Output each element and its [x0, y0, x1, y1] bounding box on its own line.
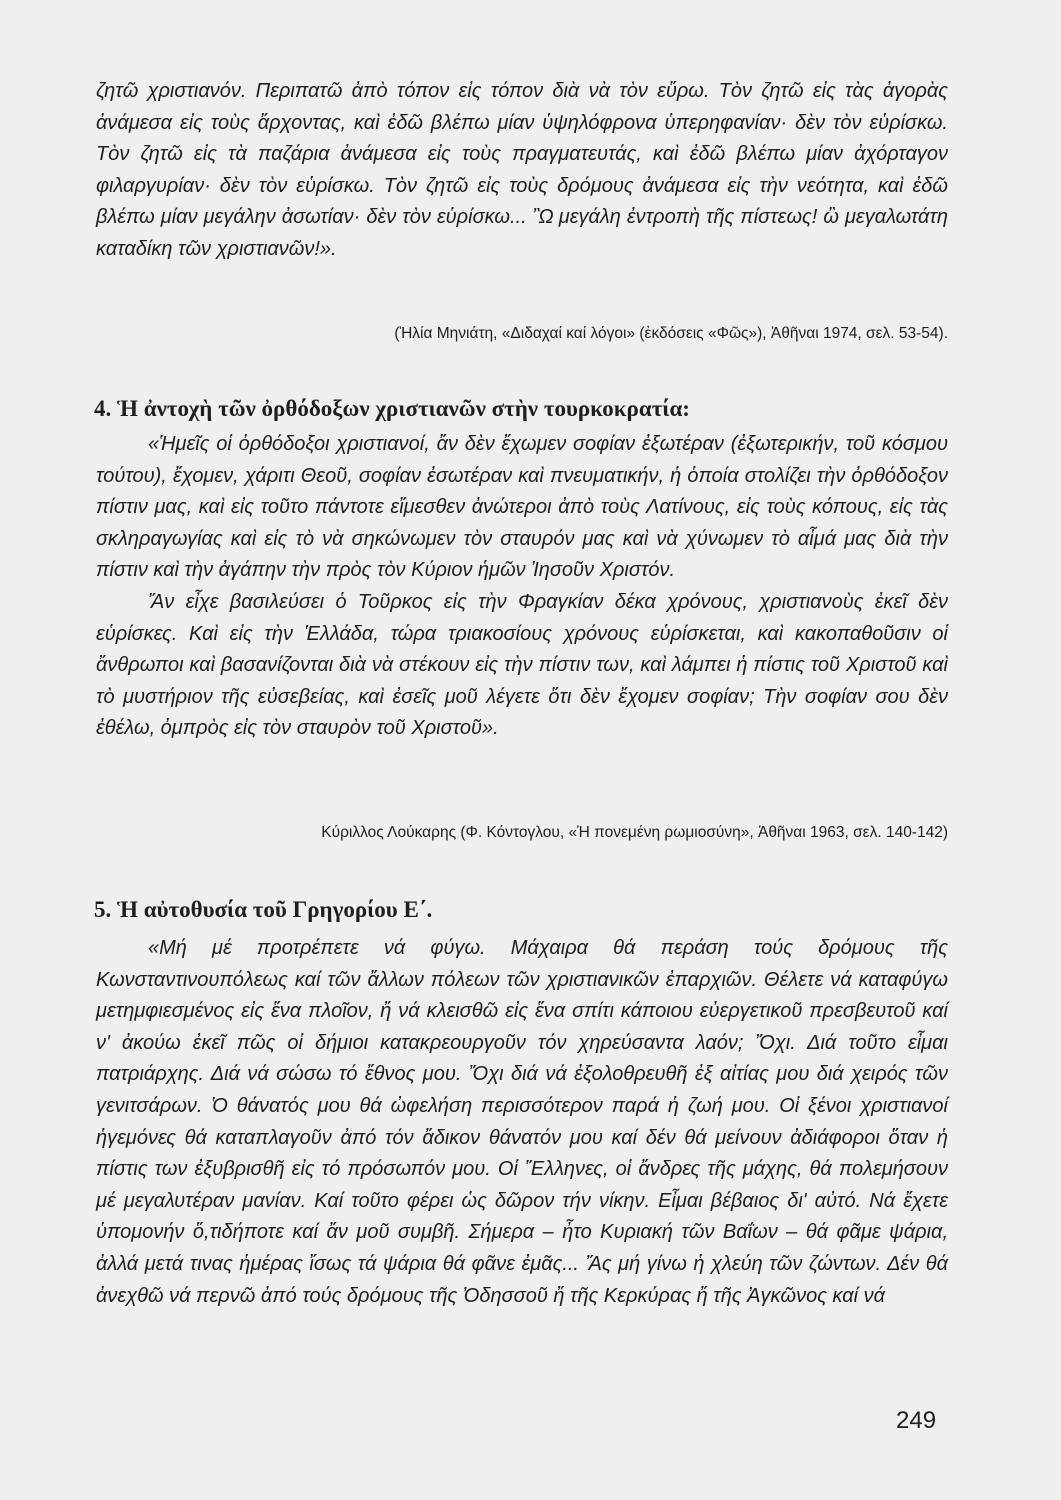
section-4-quote — [96, 429, 948, 745]
page-number: 249 — [896, 1407, 937, 1434]
intro-paragraph: ζητῶ χριστιανόν. Περιπατῶ ἀπὸ τόπον εἰς τόπον διὰ νὰ τὸν εὕρω. Τὸν ζητῶ εἰς τὰς ἀγορὰς ἀνάμεσα εἰς τοὺς ἄρχοντας, καὶ ἐδῶ βλέπω μίαν ὑψηλόφρονα ὑπερηφανίαν· δὲν τὸν εὑρίσκω. Τὸν ζητῶ εἰς τὰ παζάρια ἀνάμεσα εἰς τοὺς πραγματευτάς, καὶ ἐδῶ βλέπω μίαν ἀχόρταγον φιλαργυρίαν· δὲν τὸν εὑρίσκω. Τὸν ζητῶ εἰς τοὺς δρόμους ἀνάμεσα εἰς τὴν νεότητα, καὶ ἐδῶ βλέπω μίαν μεγάλην ἀσωτίαν· δὲν τὸν εὑρίσκω... Ὢ μεγάλη ἐντροπὴ τῆς πίστεως! ὢ μεγαλωτάτη καταδίκη τῶν χριστιανῶν!». — [96, 80, 948, 260]
section-5-paragraph-1: «Μή μέ προτρέπετε νά φύγω. Μάχαιρα θά περάση τούς δρόμους τῆς Κωνσταντινουπόλεως καί τῶν ἄλλων πόλεων τῶν χριστιανικῶν ἐπαρχιῶν. Θέλετε νά καταφύγω μετημφιεσμένος εἰς ἕνα πλοῖον, ἤ νά κλεισθῶ εἰς ἕνα σπίτι κάποιου εὐεργετικοῦ πρεσβευτοῦ καί ν' ἀκούω ἐκεῖ πῶς οἱ δήμιοι κατακρεουργοῦν τόν χηρεύσαντα λαόν; Ὄχι. Διά τοῦτο εἶμαι πατριάρχης. Διά νά σώσω τό ἔθνος μου. Ὄχι διά νά ἐξολοθρευθῆ ἐξ αἰτίας μου διά χειρός τῶν γενιτσάρων. Ὁ θάνατός μου θά ὠφελήση περισσότερον παρά ἡ ζωή μου. Οἱ ξένοι χριστιανοί ἡγεμόνες θά καταπλαγοῦν ἀπό τόν ἄδικον θάνατόν μου καί δέν θά μείνουν ἀδιάφοροι ὅταν ἡ πίστις των ἐξυβρισθῆ εἰς τό πρόσωπόν μου. Οἱ Ἕλληνες, οἱ ἄνδρες τῆς μάχης, θά πολεμήσουν μέ μεγαλυτέραν μανίαν. Καί τοῦτο φέρει ὡς δῶρον τήν νίκην. Εἶμαι βέβαιος δι' αὐτό. Νά ἔχετε ὑπομονήν ὅ,τιδήποτε καί ἄν μοῦ συμβῆ. Σήμερα – ἦτο Κυριακή τῶν Βαΐων – θά φᾶμε ψάρια, ἀλλά μετά τινας ἡμέρας ἴσως τά ψάρια θά φᾶνε ἐμᾶς... Ἄς μή γίνω ἡ χλεύη τῶν ζώντων. Δέν θά ἀνεχθῶ νά περνῶ ἀπό τούς δρόμους τῆς Ὀδησσοῦ ἤ τῆς Κερκύρας ἤ τῆς Ἀγκῶνος καί νά — [96, 937, 948, 1307]
section-4-citation: Κύριλλος Λούκαρης (Φ. Κόντογλου, «Ἡ πονεμένη ρωμιοσύνη», Ἀθῆναι 1963, σελ. 140-142) — [321, 824, 948, 841]
section-4-source — [96, 817, 948, 848]
section-5-quote — [96, 933, 948, 1312]
intro-quote — [96, 76, 948, 266]
section-5-heading: 5. Ἡ αὐτοθυσία τοῦ Γρηγορίου Ε΄. — [94, 897, 433, 922]
section-4-heading: 4. Ἡ ἀντοχὴ τῶν ὀρθόδοξων χριστιανῶν στὴν τουρκοκρατία: — [94, 396, 690, 421]
intro-source — [96, 318, 948, 349]
section-4-paragraph-1: «Ἡμεῖς οἱ ὀρθόδοξοι χριστιανοί, ἄν δὲν ἔχωμεν σοφίαν ἐξωτέραν (ἐξωτερικήν, τοῦ κόσμου τούτου), ἔχομεν, χάριτι Θεοῦ, σοφίαν ἐσωτέραν καὶ πνευματικήν, ἡ ὁποία στολίζει τὴν ὀρθόδοξον πίστιν μας, καὶ εἰς τοῦτο πάντοτε εἴμεσθεν ἀνώτεροι ἀπὸ τοὺς Λατίνους, εἰς τοὺς κόπους, εἰς τὰς σκληραγωγίας καὶ εἰς τὸ νὰ σηκώνωμεν τὸν σταυρόν μας καὶ νὰ χύνωμεν τὸ αἷμά μας διὰ τὴν πίστιν καὶ τὴν ἀγάπην τὴν πρὸς τὸν Κύριον ἡμῶν Ἰησοῦν Χριστόν. — [96, 433, 948, 582]
section-4-paragraph-2: Ἄν εἶχε βασιλεύσει ὁ Τοῦρκος εἰς τὴν Φραγκίαν δέκα χρόνους, χριστιανοὺς ἐκεῖ δὲν εὑρίσκες. Καὶ εἰς τὴν Ἑλλάδα, τώρα τριακοσίους χρόνους εὑρίσκεται, καὶ κακοπαθοῦσιν οἱ ἄνθρωποι καὶ βασανίζονται διὰ νὰ στέκουν εἰς τὴν πίστιν των, καὶ λάμπει ἡ πίστις τοῦ Χριστοῦ καὶ τὸ μυστήριον τῆς εὐσεβείας, καὶ ἐσεῖς μοῦ λέγετε ὅτι δὲν ἔχομεν σοφίαν; Τὴν σοφίαν σου δὲν ἐθέλω, ὀμπρὸς εἰς τὸν σταυρὸν τοῦ Χριστοῦ». — [96, 590, 948, 740]
intro-citation: (Ἡλία Μηνιάτη, «Διδαχαί καί λόγοι» (ἐκδόσεις «Φῶς»), Ἀθῆναι 1974, σελ. 53-54). — [394, 325, 948, 342]
